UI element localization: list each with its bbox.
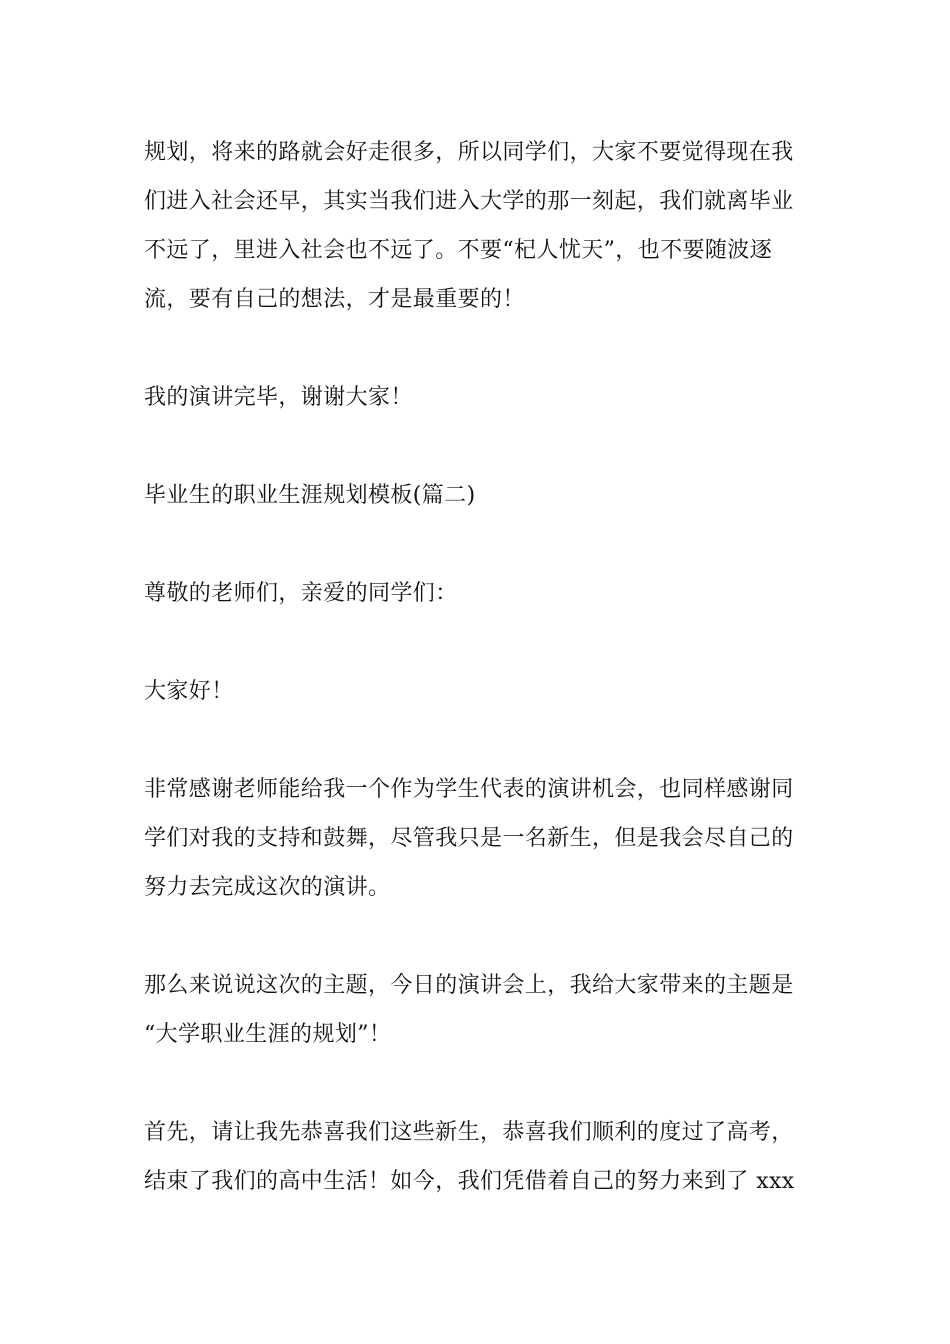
paragraph-thanks [144, 765, 812, 912]
paragraph-topic [144, 961, 812, 1059]
text-line: 我的演讲完毕，谢谢大家！ [144, 385, 413, 410]
text-line: 大家好！ [144, 679, 234, 704]
text-line: 那么来说说这次的主题，今日的演讲会上，我给大家带来的主题是 [144, 973, 794, 998]
text-line: 不远了，里进入社会也不远了。不要“杞人忧天”，也不要随波逐 [144, 238, 773, 263]
text-line: 首先，请让我先恭喜我们这些新生，恭喜我们顺利的度过了高考， [144, 1120, 794, 1145]
text-line: 非常感谢老师能给我一个作为学生代表的演讲机会，也同样感谢同 [144, 777, 794, 802]
text-line: 们进入社会还早，其实当我们进入大学的那一刻起，我们就离毕业 [144, 189, 794, 214]
text-line: “大学职业生涯的规划”！ [144, 1022, 392, 1047]
text-line: 努力去完成这次的演讲。 [144, 875, 391, 900]
paragraph-career-advice [144, 128, 812, 324]
text-line: 尊敬的老师们，亲爱的同学们： [144, 581, 458, 606]
text-line: 学们对我的支持和鼓舞，尽管我只是一名新生，但是我会尽自己的 [144, 826, 794, 851]
text-line: 毕业生的职业生涯规划模板(篇二) [144, 483, 476, 508]
paragraph-salutation [144, 569, 812, 618]
document-body [144, 128, 812, 1255]
text-line: 规划，将来的路就会好走很多，所以同学们，大家不要觉得现在我 [144, 140, 794, 165]
section-heading [144, 471, 812, 520]
paragraph-greeting [144, 667, 812, 716]
text-line: 流，要有自己的想法，才是最重要的！ [144, 287, 525, 312]
paragraph-congratulations [144, 1108, 812, 1206]
text-line: 结束了我们的高中生活！如今，我们凭借着自己的努力来到了 xxx [144, 1169, 795, 1194]
paragraph-speech-end [144, 373, 812, 422]
